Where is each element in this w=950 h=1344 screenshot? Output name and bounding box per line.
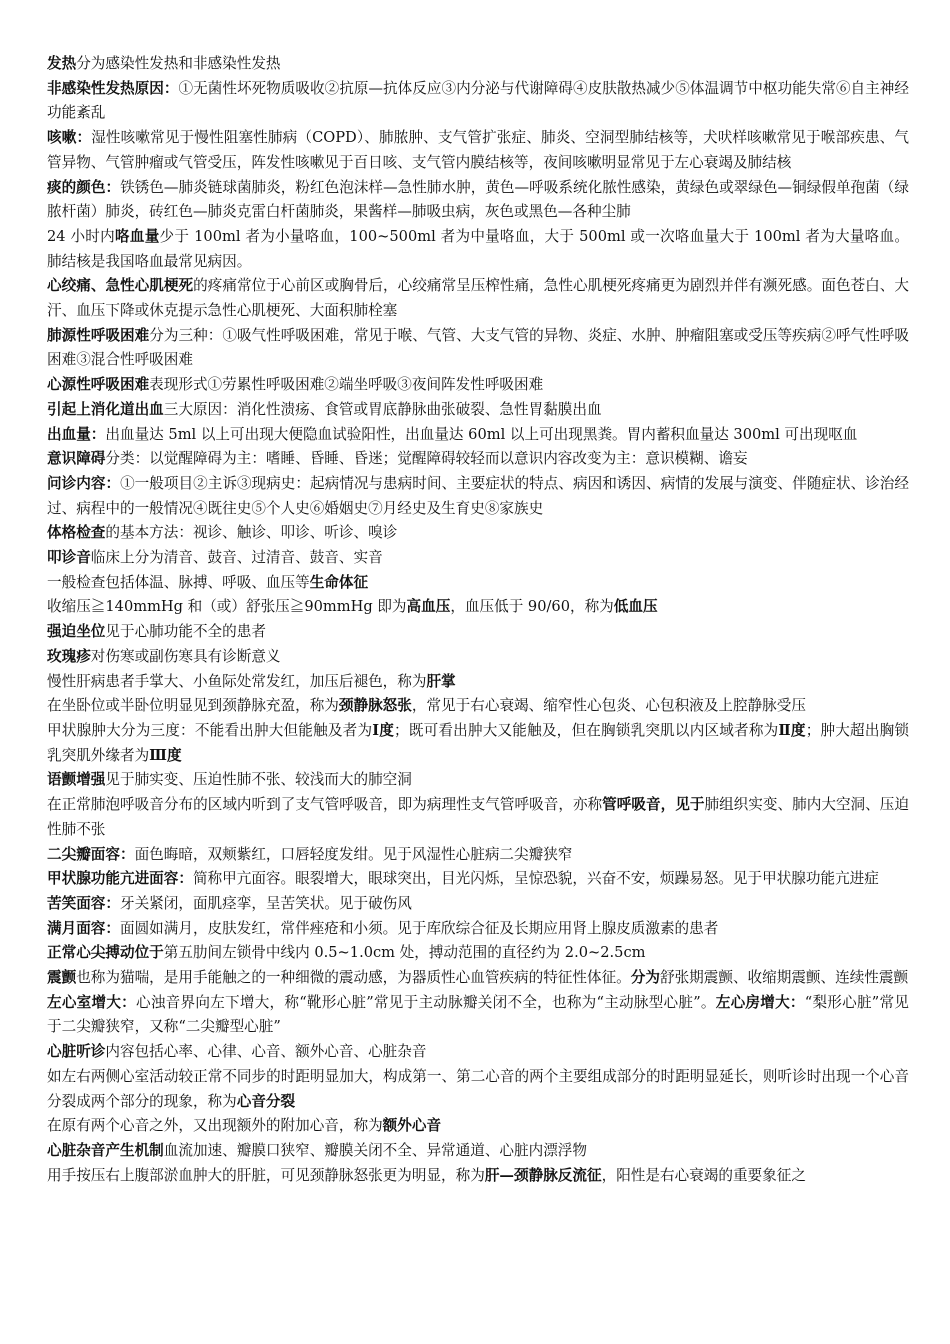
keyword-text: 左心室增大： (47, 993, 137, 1011)
paragraph (47, 324, 909, 373)
body-text: 心浊音界向左下增大，称“靴形心脏”常见于主动脉瓣关闭不全，也称为“主动脉型心脏”。 (136, 993, 716, 1011)
keyword-text: 发热 (47, 55, 77, 72)
keyword-text: 分为 (630, 969, 660, 987)
body-text: 见于心肺功能不全的患者 (105, 623, 266, 641)
body-text: ①无菌性坏死物质吸收②抗原—抗体反应③内分泌与代谢障碍④皮肤散热减少⑤体温调节中枢功能失常⑥自主神经功能紊乱 (47, 79, 909, 122)
body-text: 在坐卧位或半卧位明显见到颈静脉充盈，称为 (47, 697, 339, 715)
body-text: 出血量达 5ml 以上可出现大便隐血试验阳性，出血量达 60ml 以上可出现黑粪。胃内蓄积血量达 300ml 可出现呕血 (105, 425, 858, 443)
body-text: 面圆如满月，皮肤发红，常伴痤疮和小须。见于库欣综合征及长期应用肾上腺皮质激素的患者 (119, 919, 719, 937)
paragraph (47, 1114, 909, 1139)
body-text: 收缩压≧140mmHg 和（或）舒张压≧90mmHg 即为 (47, 598, 407, 616)
paragraph (47, 620, 909, 645)
keyword-text: 痰的颜色： (47, 178, 121, 196)
body-text: 舒张期震颤、收缩期震颤、连续性震颤 (659, 969, 909, 987)
keyword-text: 语颤增强 (47, 771, 106, 789)
keyword-text: 玫瑰疹 (47, 647, 91, 665)
body-text: 三大原因：消化性溃疡、食管或胃底静脉曲张破裂、急性胃黏膜出血 (163, 400, 602, 418)
paragraph (47, 1040, 909, 1065)
body-text: 分为感染性发热和非感染性发热 (76, 55, 281, 72)
paragraph (47, 595, 909, 620)
paragraph (47, 447, 909, 472)
keyword-text: 引起上消化道出血 (47, 400, 164, 418)
body-text: 慢性肝病患者手掌大、小鱼际处常发红，加压后褪色，称为 (47, 672, 427, 690)
keyword-text: 叩诊音 (47, 549, 91, 567)
body-text: 第五肋间左锁骨中线内 0.5~1.0cm 处，搏动范围的直径约为 2.0~2.5cm (163, 944, 646, 962)
paragraph (47, 941, 909, 966)
paragraph (47, 867, 909, 892)
keyword-text: 颈静脉怒张 (338, 697, 412, 715)
body-text: 用手按压右上腹部淤血肿大的肝脏，可见颈静脉怒张更为明显，称为 (47, 1166, 485, 1184)
body-text: 铁锈色—肺炎链球菌肺炎，粉红色泡沫样—急性肺水肿，黄色—呼吸系统化脓性感染，黄绿色或翠绿色—铜绿假单孢菌（绿脓杆菌）肺炎，砖红色—肺炎克雷白杆菌肺炎，果酱样—肺吸虫病，灰色或黑色—各种尘肺 (47, 178, 909, 221)
body-text: 分类：以觉醒障碍为主：嗜睡、昏睡、昏迷；觉醒障碍较轻而以意识内容改变为主：意识模糊、谵妄 (105, 450, 748, 468)
body-text: “梨形心脏”常见于二尖瓣狭窄，又称“二尖瓣型心脏” (47, 993, 909, 1036)
keyword-text: 左心房增大： (715, 993, 805, 1011)
keyword-text: 震颤 (47, 969, 77, 987)
keyword-text: 生命体征 (309, 573, 369, 591)
keyword-text: 心绞痛、急性心肌梗死 (47, 277, 194, 295)
paragraph (47, 274, 909, 323)
body-text: 24 小时内 (47, 227, 115, 245)
paragraph (47, 571, 909, 596)
keyword-text: 强迫坐位 (47, 623, 106, 641)
paragraph (47, 768, 909, 793)
keyword-text: 心音分裂 (236, 1092, 296, 1110)
keyword-text: 苦笑面容： (47, 894, 120, 912)
keyword-text: 体格检查 (47, 524, 106, 542)
body-text: 的疼痛常位于心前区或胸骨后，心绞痛常呈压榨性痛，急性心肌梗死疼痛更为剧烈并伴有濒死感。面色苍白、大汗、血压下降或休克提示急性心肌梗死、大面积肺栓塞 (47, 277, 909, 320)
body-text: ；肿大超出胸锁乳突肌外缘者为 (47, 721, 909, 764)
body-text: 的基本方法：视诊、触诊、叩诊、听诊、嗅诊 (105, 524, 398, 542)
keyword-text: 出血量： (47, 425, 106, 443)
body-text: 也称为猫喘，是用手能触之的一种细微的震动感，为器质性心血管疾病的特征性体征。 (76, 969, 631, 987)
keyword-text: 二尖瓣面容： (47, 845, 135, 863)
body-text: 临床上分为清音、鼓音、过清音、鼓音、实音 (90, 549, 383, 567)
body-text: ，血压低于 90/60，称为 (450, 598, 614, 616)
body-text: 肺组织实变、肺内大空洞、压迫性肺不张 (47, 796, 909, 838)
paragraph (47, 176, 909, 225)
body-text: 简称甲亢面容。眼裂增大，眼球突出，目光闪烁，呈惊恐貌，兴奋不安，烦躁易怒。见于甲状腺功能亢进症 (192, 870, 879, 888)
paragraph (47, 126, 909, 175)
paragraph (47, 719, 909, 768)
body-text: ①一般项目②主诉③现病史：起病情况与患病时间、主要症状的特点、病因和诱因、病情的发展与演变、伴随症状、诊治经过、病程中的一般情况④既往史⑤个人史⑥婚姻史⑦月经史及生育史⑧家族史 (47, 474, 909, 517)
keyword-text: 意识障碍 (47, 450, 106, 468)
body-text: ，常见于右心衰竭、缩窄性心包炎、心包积液及上腔静脉受压 (411, 697, 806, 715)
keyword-text: 满月面容： (47, 919, 120, 937)
paragraph (47, 694, 909, 719)
paragraph (47, 966, 909, 991)
body-text: ；既可看出肿大又能触及，但在胸锁乳突肌以内区域者称为 (394, 721, 779, 739)
keyword-text: 管呼吸音，见于 (602, 796, 705, 814)
body-text: 血流加速、瓣膜口狭窄、瓣膜关闭不全、异常通道、心脏内漂浮物 (163, 1141, 587, 1159)
body-text: ，阳性是右心衰竭的重要象征之 (601, 1166, 806, 1184)
paragraph (47, 546, 909, 571)
keyword-text: 低血压 (613, 598, 658, 616)
body-text: 牙关紧闭，面肌痉挛，呈苦笑状。见于破伤风 (119, 894, 412, 912)
document-page (47, 52, 909, 1188)
paragraph (47, 521, 909, 546)
keyword-text: 问诊内容： (47, 474, 121, 492)
paragraph (47, 645, 909, 670)
body-text: 面色晦暗，双颊紫红，口唇轻度发绀。见于风湿性心脏病二尖瓣狭窄 (134, 845, 573, 863)
body-text: 少于 100ml 者为小量咯血，100~500ml 者为中量咯血，大于 500ml 或一次咯血量大于 100ml 者为大量咯血。肺结核是我国咯血最常见病因。 (47, 227, 909, 270)
body-text: 甲状腺肿大分为三度：不能看出肿大但能触及者为 (47, 721, 373, 739)
body-text: 一般检查包括体温、脉搏、呼吸、血压等 (47, 573, 310, 591)
body-text: 如左右两侧心室活动较正常不同步的时距明显加大，构成第一、第二心音的两个主要组成部分的时距明显延长，则听诊时出现一个心音分裂成两个部分的现象，称为 (47, 1067, 909, 1110)
body-text: 分为三种：①吸气性呼吸困难，常见于喉、气管、大支气管的异物、炎症、水肿、肿瘤阻塞或受压等疾病②呼气性呼吸困难③混合性呼吸困难 (47, 326, 909, 369)
paragraph (47, 843, 909, 868)
paragraph (47, 991, 909, 1040)
keyword-text: 额外心音 (382, 1117, 442, 1135)
keyword-text: 高血压 (406, 598, 451, 616)
paragraph (47, 52, 909, 77)
keyword-text: 心源性呼吸困难 (47, 376, 150, 394)
paragraph (47, 793, 909, 842)
paragraph (47, 1139, 909, 1164)
body-text: 内容包括心率、心律、心音、额外心音、心脏杂音 (105, 1043, 427, 1061)
paragraph (47, 373, 909, 398)
paragraph (47, 398, 909, 423)
keyword-text: 肝—颈静脉反流征 (484, 1166, 602, 1184)
keyword-text: 甲状腺功能亢进面容： (47, 870, 193, 888)
paragraph (47, 1164, 909, 1189)
body-text: 在正常肺泡呼吸音分布的区域内听到了支气管呼吸音，即为病理性支气管呼吸音，亦称 (47, 796, 603, 814)
keyword-text: Ⅰ度 (372, 721, 395, 739)
paragraph (47, 472, 909, 521)
keyword-text: Ⅱ度 (778, 721, 806, 739)
paragraph (47, 423, 909, 448)
keyword-text: 肺源性呼吸困难 (47, 326, 150, 344)
paragraph (47, 892, 909, 917)
body-text: 湿性咳嗽常见于慢性阻塞性肺病（COPD）、肺脓肿、支气管扩张症、肺炎、空洞型肺结核等，犬吠样咳嗽常见于喉部疾患、气管异物、气管肿瘤或气管受压，阵发性咳嗽见于百日咳、支气管内膜结核等，夜间咳嗽明显常见于左心衰竭及肺结核 (47, 129, 909, 171)
keyword-text: 非感染性发热原因： (47, 79, 179, 97)
keyword-text: Ⅲ度 (149, 746, 182, 764)
body-text: 表现形式①劳累性呼吸困难②端坐呼吸③夜间阵发性呼吸困难 (149, 376, 544, 394)
keyword-text: 正常心尖搏动位于 (47, 944, 164, 962)
paragraph (47, 670, 909, 695)
keyword-text: 咳嗽： (47, 129, 92, 147)
keyword-text: 心脏听诊 (47, 1043, 106, 1061)
paragraph (47, 77, 909, 126)
paragraph (47, 917, 909, 942)
body-text: 在原有两个心音之外，又出现额外的附加心音，称为 (47, 1117, 383, 1135)
body-text: 见于肺实变、压迫性肺不张、较浅而大的肺空洞 (105, 771, 412, 789)
body-text: 对伤寒或副伤寒具有诊断意义 (90, 647, 281, 665)
keyword-text: 肝掌 (426, 672, 456, 690)
paragraph (47, 225, 909, 274)
keyword-text: 心脏杂音产生机制 (47, 1141, 164, 1159)
keyword-text: 咯血量 (115, 227, 160, 245)
paragraph (47, 1065, 909, 1114)
